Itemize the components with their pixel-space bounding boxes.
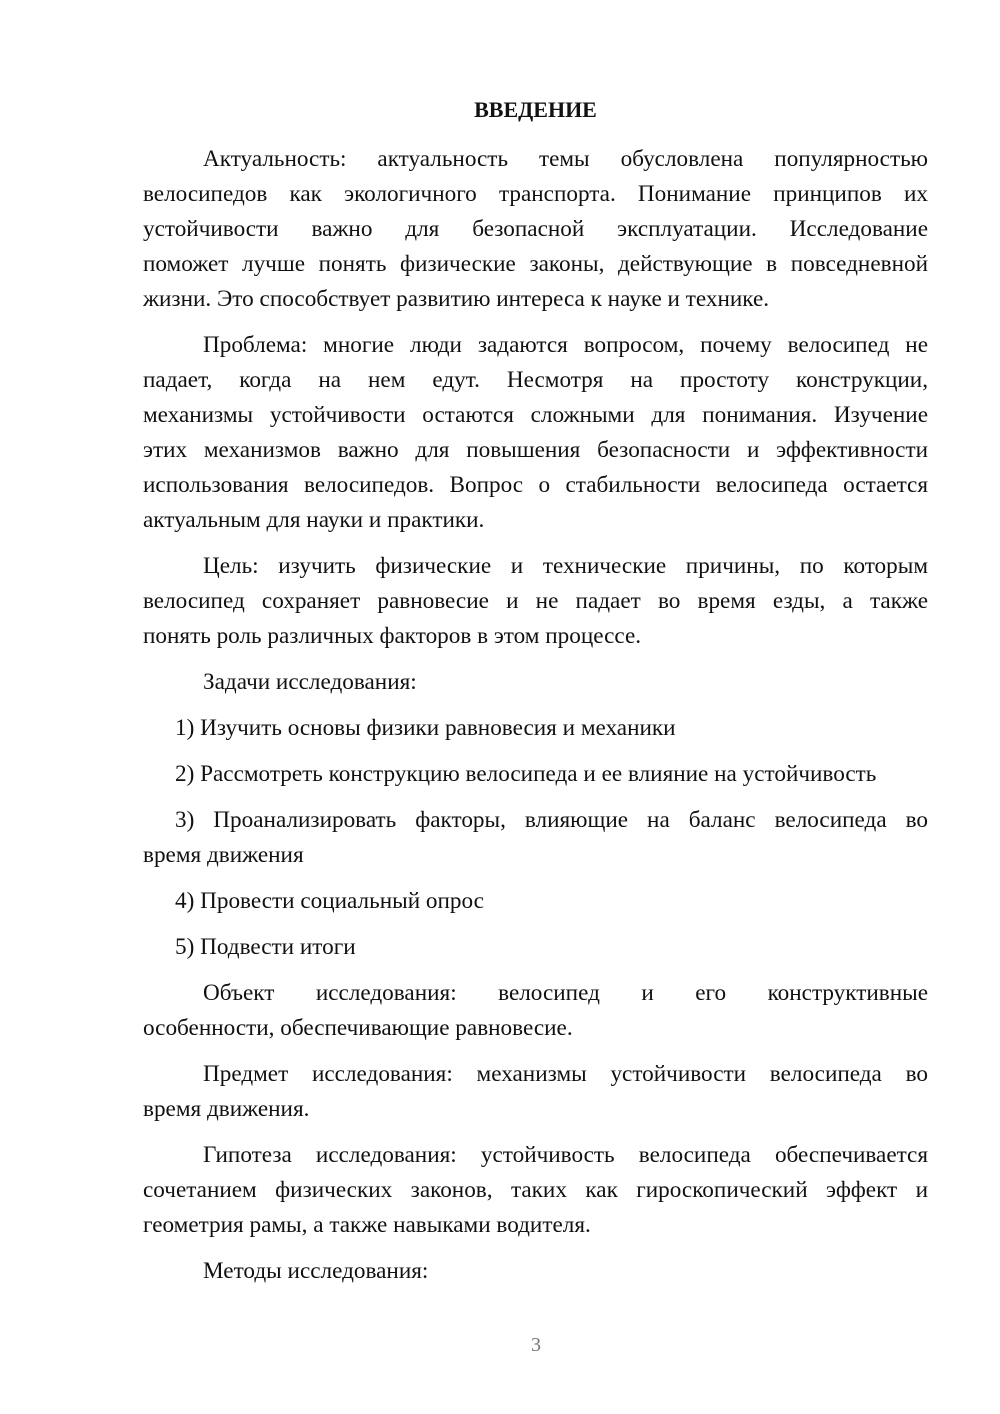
text-line: особенности, обеспечивающие равновесие. (143, 1015, 573, 1041)
text-line: устойчивости важно для безопасной эксплуатации. Исследование (143, 216, 928, 242)
text-line: Предмет исследования: механизмы устойчивости велосипеда во (203, 1061, 928, 1087)
text-line: 5) Подвести итоги (175, 934, 356, 960)
text-line: 1) Изучить основы физики равновесия и механики (175, 715, 676, 741)
text-line: жизни. Это способствует развитию интереса к науке и технике. (143, 286, 770, 312)
text-line: сочетанием физических законов, таких как гироскопический эффект и (143, 1177, 928, 1203)
document-page (143, 92, 928, 1300)
section-title: ВВЕДЕНИЕ (474, 97, 597, 122)
paragraph (143, 976, 928, 1046)
paragraph (143, 757, 928, 792)
text-line: Актуальность: актуальность темы обусловлена популярностью (203, 146, 928, 172)
paragraph (143, 884, 928, 919)
text-line: этих механизмов важно для повышения безопасности и эффективности (143, 437, 928, 463)
text-line: велосипедов как экологичного транспорта. Понимание принципов их (143, 181, 928, 207)
text-line: 4) Провести социальный опрос (175, 888, 484, 914)
paragraph (143, 665, 928, 700)
text-line: Гипотеза исследования: устойчивость велосипеда обеспечивается (203, 1142, 928, 1168)
text-line: падает, когда на нем едут. Несмотря на простоту конструкции, (143, 367, 928, 393)
text-line: Объект исследования: велосипед и его конструктивные (203, 980, 928, 1006)
paragraph (143, 930, 928, 965)
text-line: Задачи исследования: (203, 669, 417, 695)
paragraph (143, 142, 928, 317)
text-line: понять роль различных факторов в этом процессе. (143, 623, 642, 649)
text-line: Цель: изучить физические и технические причины, по которым (203, 553, 928, 579)
paragraph (143, 1254, 928, 1289)
paragraph (143, 803, 928, 873)
page-number: 3 (531, 1334, 541, 1356)
text-line: поможет лучше понять физические законы, действующие в повседневной (143, 251, 928, 277)
text-line: механизмы устойчивости остаются сложными для понимания. Изучение (143, 402, 928, 428)
text-line: велосипед сохраняет равновесие и не падает во время езды, а также (143, 588, 928, 614)
text-line: время движения. (143, 1096, 310, 1122)
paragraph (143, 711, 928, 746)
text-line: Проблема: многие люди задаются вопросом, почему велосипед не (203, 332, 928, 358)
text-line: время движения (143, 842, 304, 868)
paragraph (143, 328, 928, 538)
paragraph (143, 1057, 928, 1127)
text-line: Методы исследования: (203, 1258, 429, 1284)
text-line: геометрия рамы, а также навыками водителя. (143, 1212, 591, 1238)
text-line: актуальным для науки и практики. (143, 507, 485, 533)
paragraph (143, 1138, 928, 1243)
document-body (143, 142, 928, 1289)
text-line: использования велосипедов. Вопрос о стабильности велосипеда остается (143, 472, 928, 498)
text-line: 2) Рассмотреть конструкцию велосипеда и ее влияние на устойчивость (175, 761, 877, 787)
paragraph (143, 549, 928, 654)
text-line: 3) Проанализировать факторы, влияющие на баланс велосипеда во (175, 807, 928, 833)
